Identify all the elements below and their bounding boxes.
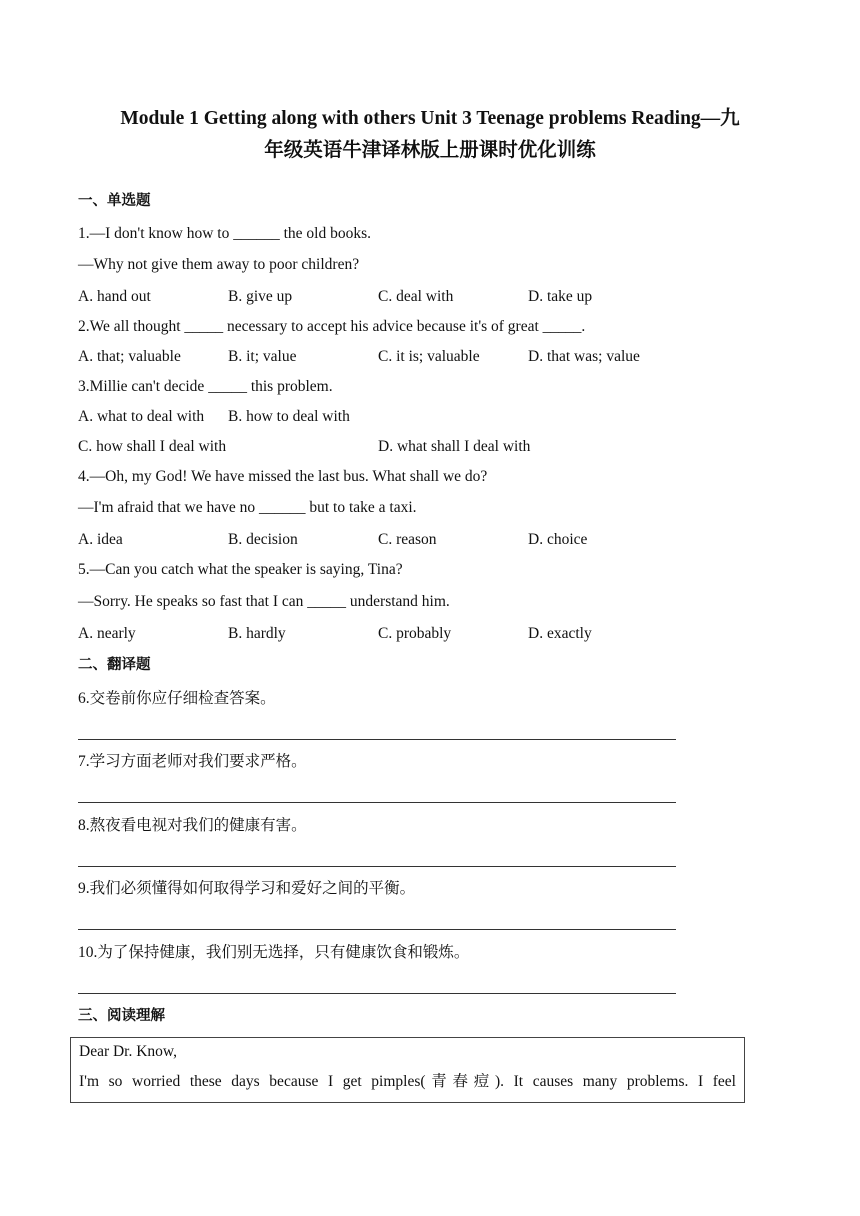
question-5-option-c: C. probably	[378, 625, 452, 642]
answer-line[interactable]	[78, 739, 676, 740]
question-5-stem: 5.—Can you catch what the speaker is saying, Tina?	[78, 561, 403, 578]
answer-line[interactable]	[78, 802, 676, 803]
passage-greeting: Dear Dr. Know,	[79, 1043, 177, 1060]
title-line-2: 年级英语牛津译林版上册课时优化训练	[264, 140, 596, 161]
translation-item: 8.熬夜看电视对我们的健康有害。	[78, 817, 307, 834]
passage-text-line: I'm so worried these days because I get pimples(青春痘). It causes many problems. I feel	[79, 1073, 736, 1090]
question-3-option-c: C. how shall I deal with	[78, 438, 227, 455]
question-2-stem: 2.We all thought _____ necessary to accept his advice because it's of great _____.	[78, 318, 586, 335]
answer-line[interactable]	[78, 993, 676, 994]
translation-item: 7.学习方面老师对我们要求严格。	[78, 753, 307, 770]
question-4-option-d: D. choice	[528, 531, 588, 548]
question-5-reply: —Sorry. He speaks so fast that I can _____ understand him.	[78, 593, 450, 610]
question-5-option-d: D. exactly	[528, 625, 592, 642]
question-4-option-a: A. idea	[78, 531, 123, 548]
question-3-option-a: A. what to deal with	[78, 408, 205, 425]
section-heading-single-choice: 一、单选题	[78, 193, 151, 209]
question-5-option-b: B. hardly	[228, 625, 286, 642]
question-4-reply: —I'm afraid that we have no ______ but to take a taxi.	[78, 499, 417, 516]
answer-line[interactable]	[78, 866, 676, 867]
question-1-option-c: C. deal with	[378, 288, 454, 305]
question-1-option-a: A. hand out	[78, 288, 151, 305]
answer-line[interactable]	[78, 929, 676, 930]
section-heading-reading: 三、阅读理解	[78, 1008, 165, 1024]
question-1-reply: —Why not give them away to poor children?	[78, 256, 360, 273]
question-4-option-b: B. decision	[228, 531, 298, 548]
question-3-stem: 3.Millie can't decide _____ this problem.	[78, 378, 333, 395]
question-1-stem: 1.—I don't know how to ______ the old books.	[78, 225, 371, 242]
title-line-1: Module 1 Getting along with others Unit 3 Teenage problems Reading—九	[120, 108, 740, 129]
translation-item: 10.为了保持健康，我们别无选择，只有健康饮食和锻炼。	[78, 944, 470, 961]
question-2-option-b: B. it; value	[228, 348, 297, 365]
question-4-stem: 4.—Oh, my God! We have missed the last bus. What shall we do?	[78, 468, 488, 485]
question-1-option-b: B. give up	[228, 288, 293, 305]
question-2-option-d: D. that was; value	[528, 348, 640, 365]
section-heading-translation: 二、翻译题	[78, 657, 151, 673]
question-4-option-c: C. reason	[378, 531, 437, 548]
question-5-option-a: A. nearly	[78, 625, 136, 642]
translation-item: 6.交卷前你应仔细检查答案。	[78, 690, 276, 707]
question-3-option-d: D. what shall I deal with	[378, 438, 531, 455]
question-3-option-b: B. how to deal with	[228, 408, 350, 425]
question-1-option-d: D. take up	[528, 288, 593, 305]
question-2-option-a: A. that; valuable	[78, 348, 181, 365]
document-title	[60, 103, 800, 167]
reading-passage-box	[70, 1037, 745, 1103]
question-2-option-c: C. it is; valuable	[378, 348, 480, 365]
translation-item: 9.我们必须懂得如何取得学习和爱好之间的平衡。	[78, 880, 416, 897]
